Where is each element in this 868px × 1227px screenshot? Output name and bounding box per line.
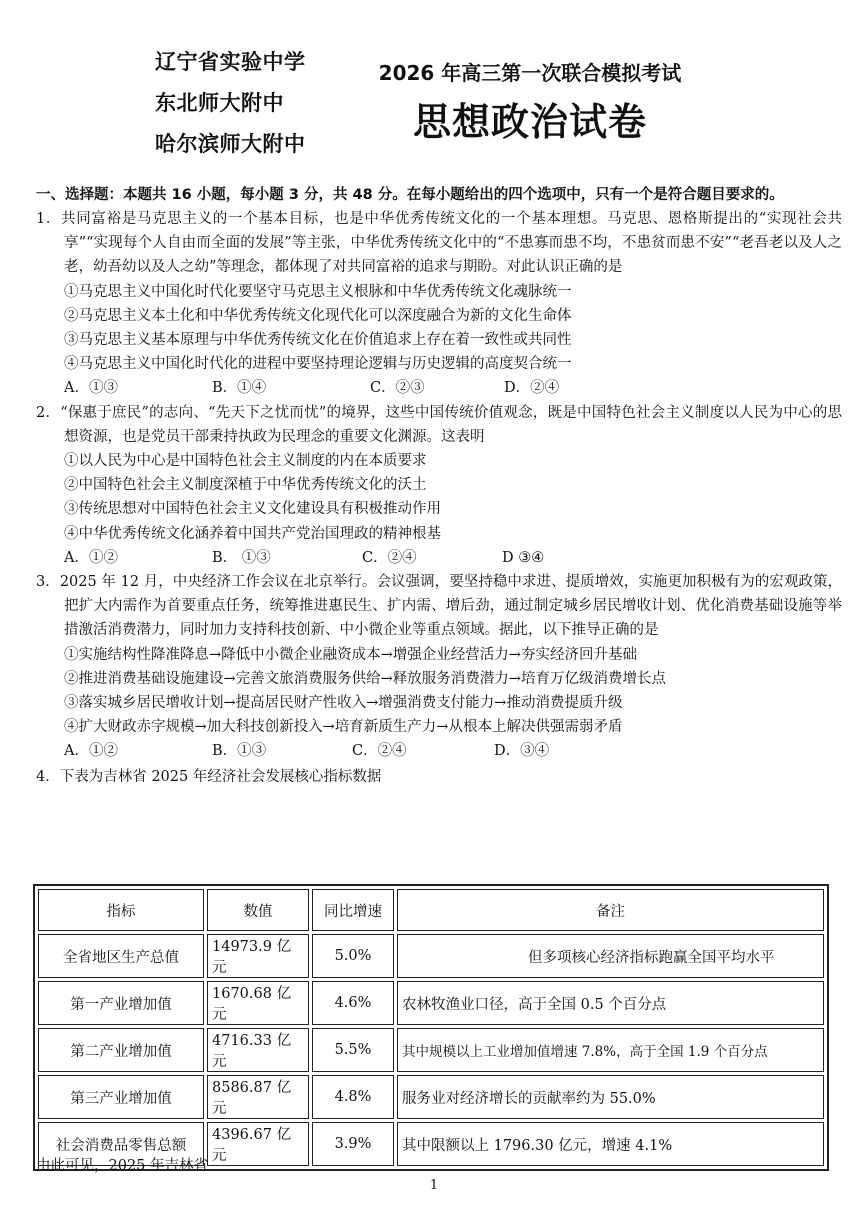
section-heading: 一、选择题：本题共 16 小题，每小题 3 分，共 48 分。在每小题给出的四个选项中，只有一个是符合题目要求的。 (36, 187, 784, 203)
choice-c: C．②③ (370, 380, 425, 397)
question-2 (36, 401, 842, 570)
indicator-cell: 全省地区生产总值 (38, 934, 204, 978)
answer-choices (36, 376, 842, 400)
choice-b: B．①④ (212, 380, 267, 397)
value-cell: 4716.33 亿元 (207, 1028, 309, 1072)
choice-d: D．②④ (504, 380, 560, 397)
note-cell: 其中限额以上 1796.30 亿元，增速 4.1% (397, 1122, 824, 1166)
answer-choices (36, 546, 842, 570)
option-4: ④扩大财政赤字规模→加大科技创新投入→培育新质生产力→从根本上解决供强需弱矛盾 (64, 719, 623, 736)
note-cell: 农林牧渔业口径，高于全国 0.5 个百分点 (397, 981, 824, 1025)
choice-a: A．①③ (64, 380, 118, 397)
option-3: ③传统思想对中国特色社会主义文化建设具有积极推动作用 (64, 501, 441, 518)
table-row (38, 981, 824, 1025)
question-stem: 3．2025 年 12 月，中央经济工作会议在北京举行。会议强调，要坚持稳中求进、提质增效，实施更加积极有为的宏观政策，把扩大内需作为首要重点任务，统筹推进惠民生、扩内需、增后劲，通过制定城乡居民增收计划、优化消费基础设施等举措激活消费潜力，同时加力支持科技创新、中小微企业等重点领域。据此，以下推导正确的是 (36, 573, 842, 639)
table-row (38, 1028, 824, 1072)
question-1 (36, 207, 842, 401)
value-cell: 1670.68 亿元 (207, 981, 309, 1025)
answer-choices (36, 739, 842, 763)
indicator-cell: 社会消费品零售总额 (38, 1122, 204, 1166)
table-row (38, 1075, 824, 1119)
growth-cell: 4.6% (312, 981, 394, 1025)
indicator-cell: 第一产业增加值 (38, 981, 204, 1025)
indicator-cell: 第三产业增加值 (38, 1075, 204, 1119)
growth-cell: 4.8% (312, 1075, 394, 1119)
table-row (38, 934, 824, 978)
option-4: ④马克思主义中国化时代化的进程中要坚持理论逻辑与历史逻辑的高度契合统一 (64, 356, 572, 373)
indicator-cell: 第二产业增加值 (38, 1028, 204, 1072)
option-1: ①马克思主义中国化时代化要坚守马克思主义根脉和中华优秀传统文化魂脉统一 (64, 283, 572, 300)
choice-c: C．②④ (362, 549, 417, 566)
choice-d: D．③④ (494, 743, 550, 760)
option-2: ②马克思主义本土化和中华优秀传统文化现代化可以深度融合为新的文化生命体 (64, 307, 572, 324)
option-4: ④中华优秀传统文化涵养着中国共产党治国理政的精神根基 (64, 525, 441, 542)
exam-title: 2026 年高三第一次联合模拟考试 (378, 61, 682, 85)
growth-cell: 3.9% (312, 1122, 394, 1166)
column-header-value: 数值 (207, 889, 309, 931)
option-1: ①以人民为中心是中国特色社会主义制度的内在本质要求 (64, 452, 427, 469)
option-2: ②中国特色社会主义制度深植于中华优秀传统文化的沃土 (64, 477, 427, 494)
question-4-continuation: 由此可见，2025 年吉林省 (36, 1158, 209, 1174)
table-header-row (38, 889, 824, 931)
question-content (36, 184, 842, 790)
choice-b: B．①③ (212, 743, 267, 760)
note-cell: 其中规模以上工业增加值增速 7.8%，高于全国 1.9 个百分点 (397, 1028, 824, 1072)
value-cell: 4396.67 亿元 (207, 1122, 309, 1166)
paper-title: 思想政治试卷 (412, 100, 647, 144)
note-cell: 服务业对经济增长的贡献率约为 55.0% (397, 1075, 824, 1119)
choice-d: D ③④ (502, 549, 545, 566)
school-name-1: 辽宁省实验中学 (155, 50, 306, 74)
column-header-growth: 同比增速 (312, 889, 394, 931)
option-3: ③马克思主义基本原理与中华优秀传统文化在价值追求上存在着一致性或共同性 (64, 331, 572, 348)
option-3: ③落实城乡居民增收计划→提高居民财产性收入→增强消费支付能力→推动消费提质升级 (64, 694, 623, 711)
column-header-note: 备注 (397, 889, 824, 931)
school-name-2: 东北师大附中 (155, 91, 284, 115)
note-cell: 但多项核心经济指标跑赢全国平均水平 (397, 934, 824, 978)
option-2: ②推进消费基础设施建设→完善文旅消费服务供给→释放服务消费潜力→培育万亿级消费增长点 (64, 670, 666, 687)
question-4-intro: 4．下表为吉林省 2025 年经济社会发展核心指标数据 (36, 769, 382, 786)
choice-a: A．①② (64, 549, 118, 566)
growth-cell: 5.5% (312, 1028, 394, 1072)
option-1: ①实施结构性降准降息→降低中小微企业融资成本→增强企业经营活力→夯实经济回升基础 (64, 646, 637, 663)
economic-indicators-table (33, 884, 829, 1171)
question-stem: 1．共同富裕是马克思主义的一个基本目标，也是中华优秀传统文化的一个基本理想。马克思、恩格斯提出的“实现社会共享”“实现每个人自由而全面的发展”等主张，中华优秀传统文化中的“不患寡而患不均，不患贫而患不安”“老吾老以及人之老，幼吾幼以及人之幼”等理念，都体现了对共同富裕的追求与期盼。对此认识正确的是 (36, 211, 842, 276)
question-3 (36, 570, 842, 764)
choice-b: B． ①③ (212, 549, 271, 566)
page-number: 1 (429, 1178, 439, 1193)
value-cell: 14973.9 亿元 (207, 934, 309, 978)
value-cell: 8586.87 亿元 (207, 1075, 309, 1119)
growth-cell: 5.0% (312, 934, 394, 978)
choice-c: C．②④ (352, 743, 407, 760)
school-names (155, 44, 335, 167)
school-name-3: 哈尔滨师大附中 (155, 132, 306, 156)
choice-a: A．①② (64, 743, 118, 760)
question-stem: 2．“保惠于庶民”的志向、“先天下之忧而忧”的境界，这些中国传统价值观念，既是中国特色社会主义制度以人民为中心的思想资源，也是党员干部秉持执政为民理念的重要文化渊源。这表明 (36, 404, 842, 445)
column-header-indicator: 指标 (38, 889, 204, 931)
